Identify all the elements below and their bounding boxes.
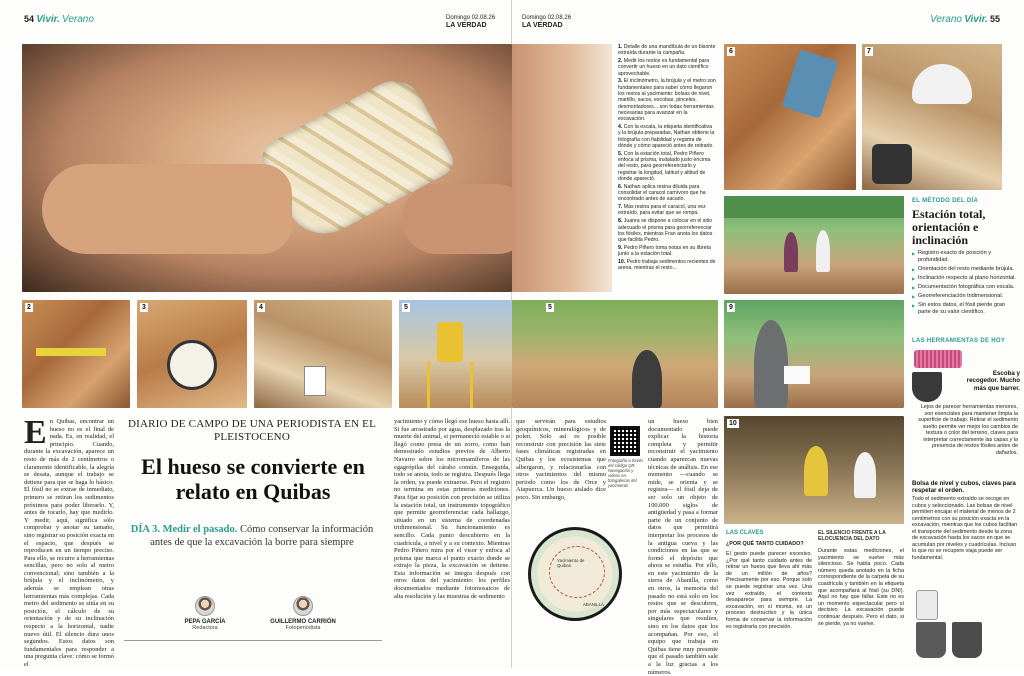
article-column-4	[648, 418, 718, 676]
total-station	[437, 322, 463, 362]
notebook	[784, 366, 810, 384]
column-2-text: yacimiento y cómo llegó ese hueso hasta allí. Si fue arrastrado por agua, desplazado tras la muerte del animal, si permaneció estable o si llegó como presa de un zorro, como han demostrado estudios previos de Alberto Navarro sobre los micromamíferos de las egagrópilas del cárabo común. Enseguida, todo se anota, todo se registra. Después llega la orden, ya puede extraerse. Pero el registro no termina en estas primeras mediciones. Para fijar su posición con precisión se utiliza la estación total, un instrumento topográfico que permite georreferenciar cada hallazgo, situado en un sistema de coordenadas tridimensional. Su funcionamiento es sencillo. Cada punto descubierto en la cuadrícula, a nivel y a su contexto. Mientras Pedro Piñero mira por el visor y enfoca al prisma que marca el punto exacto donde se extrajo la pieza, la excavación se detiene. Esta información se integra después con otros datos del yacimiento: los perfiles documentados mediante fotomosaicos de alta resolución y las muestras de sedimento	[394, 418, 510, 600]
column-3-text: que servirán para estudios geoquímicos, mineralógicos y de polen. Solo así es posible reconstruir con precisión las siete fases climáticas registradas en Quibas y los ecosistemas que albergaron, y relacionarlas con otros yacimientos del mismo periodo como los de Orce y Atapuerca. Un hueso aislado dice poco. Sin embargo,	[516, 418, 606, 501]
shade-canopy	[724, 196, 904, 218]
metodo-list	[912, 250, 1018, 318]
left-dateline	[446, 14, 495, 30]
caption: 4. Con la escala, la etiqueta identificativa y la brújula preparadas, Nathan obtiene la fotografía con fiabilidad y registra de dónde y cómo apareció antes de retirarlo.	[618, 124, 715, 149]
section-name: Vivir.	[36, 14, 60, 25]
byline-reporter	[170, 596, 240, 631]
qr-code[interactable]	[610, 426, 640, 456]
tripod	[427, 362, 473, 408]
photo-number: 6	[729, 48, 733, 55]
column-1-text: n Quibas, encontrar un hueso no es el final de nada. Es, en realidad, el principio. Cuando, durante la excavación, aparece un resto de más de 2 centímetros o claramente identificable, la alegría se desata, aunque el trabajo se detiene para que se haga lo básico. El fósil no se extrae de inmediato, primero se retiran los sedimentos próximos para poder liberarlo. Y, antes de tocarlo, hay que medirlo. Y medir, aquí, significa sólo comprobar y anotar su tamaño, sino registrar su posición exacta en el espacio, que después se reproducen en un tiempo preciso. Para ello, se recurre a herramientas sencillas, pero no solo al metro convencional; sino también a la brújula y el inclinómetro, y además se emplean otras herramientas más complejas. Cada metro del sedimento se sitúa en su posición, el cálculo de su orientación y de su inclinación respecto a la horizontal, nadie nuevo útil. El silencio dura unos segundos. Estos datos son fundamentales para responder a una pregunta clave: cómo se formó el	[24, 418, 114, 668]
tool-1-title: Escoba y recogedor. Mucho más que barrer.	[966, 370, 1020, 392]
right-header	[930, 14, 1000, 25]
list-item: ▶ Registro exacto de posición y profundidad.	[912, 250, 1018, 264]
bucket-icon	[916, 622, 946, 658]
compass-icon	[167, 340, 217, 390]
photo-2	[22, 300, 130, 408]
photo-hand-continued	[512, 44, 612, 292]
paper-name: LA VERDAD	[522, 22, 563, 29]
list-item: ▶ Orientación del resto mediante brújula.	[912, 266, 1018, 273]
silencio-heading: EL SILENCIO FRENTE A LA ELOCUENCIA DEL DATO	[818, 530, 886, 542]
surveyor	[632, 350, 662, 408]
section-name: Vivir.	[964, 14, 988, 25]
broom-icon	[914, 350, 962, 368]
caption: 3. El inclinómetro, la brújula y el metro son fundamentales para saber cómo llegaron los restos al yacimiento: bolsas de nivel, martillo, sacos, escobas, pinceles, desmontadores... son todas herramientas necesarias para avanzar en la excavación.	[618, 78, 716, 123]
divider	[124, 640, 382, 641]
tape-measure	[36, 348, 106, 356]
list-item: ▶ Georreferenciación tridimensional.	[912, 293, 1018, 300]
left-page	[0, 0, 512, 668]
caption: 1. Detalle de una mandíbula de un bisonte extraída durante la campaña.	[618, 44, 716, 57]
cap-white	[912, 64, 972, 104]
tool-2-text: Todo el sedimento extraído se recoge en cubos y seleccionado. Las bolsas de nivel permiten encajar el material de menos de 2 centímetros con su posición exacta en la excavación, mientras que los cubos facilitan el transporte del sedimento desde la zona de excavación hasta los sacos en que se acumulan por niveles y cuadrículas. Incluso lo que no se recupere viaja puede ser fundamental.	[912, 496, 1018, 561]
map-label-town: ABANILLA	[583, 602, 604, 607]
bag-icon	[916, 590, 938, 620]
worker	[804, 446, 828, 496]
photo-5-site	[512, 300, 718, 408]
article-column-3	[516, 418, 606, 523]
photo-number: 10	[729, 420, 737, 427]
dustpan-icon	[912, 372, 942, 402]
caption: 9. Pedro Piñero toma notas en su libreta junto a la estación total.	[618, 244, 711, 258]
left-header	[24, 14, 94, 25]
column-4-text: un hueso bien documentado puede explicar la historia completa y permitir reconstruir el yacimiento cuando aparezcan nuevas técnicas de análisis. En ese momento —cuando se mide, se orienta y se registra— el fósil deja de ser solo un objeto de 100.000 siglos de antigüedad y pasa a formar parte de un conjunto de datos que permitirá interpretar los procesos de la antigua cueva y las condiciones en las que se formó el depósito que ahora se estudia. Por ello, en este yacimiento de la sierra de Abanilla, como en otros, la memoria del pasado no está solo en los restos que se descubren, por más espectaculares y singulares que resulten, sino en los datos que los acompañan. Por eso, el equipo que trabaja en Quibas tiene muy presente que el pasado también sale a la luz gracias a los números.	[648, 418, 718, 676]
caption: 6. Nathan aplica resina diluida para consolidar el caracol carnívoro que ha encontrado antes de sacarlo.	[618, 183, 706, 203]
silencio-text: Durante estas mediciones, el yacimiento se vuelve más silencioso. Se habla poco. Cada número queda anotado en la ficha correspondiente de la carpeta de su cuadrícula y también en la etiqueta que acompañará al fósil (su DNI). Aquí no hay que fallar. Este no es un momento espectacular pero sí decisivo. La excavación puede continuar después. Pero el dato, si se pierde, ya no vuelve.	[818, 548, 905, 627]
standfirst	[128, 523, 376, 549]
photo-bone-in-hands	[22, 44, 512, 292]
caption: 2. Medir los restos es fundamental para convertir un hueso en un dato científico aprovechable.	[618, 58, 710, 77]
date-line: Domingo 02.08.26	[522, 15, 572, 21]
list-item: ▶ Sin estos datos, el fósil pierde gran parte de su valor científico.	[912, 302, 1018, 316]
location-map	[528, 527, 622, 621]
photo-captions	[618, 44, 716, 294]
worker	[784, 232, 798, 272]
photo-10	[724, 416, 904, 524]
kicker: DIARIO DE CAMPO DE UNA PERIODISTA EN EL PLEISTOCENO	[128, 418, 377, 443]
byline-name: PEPA GARCÍA	[184, 619, 226, 625]
map-label-site: Yacimiento de Quibas	[557, 558, 585, 568]
avatar	[195, 596, 215, 616]
label-card	[304, 366, 326, 396]
date-line: Domingo 02.08.26	[446, 15, 496, 21]
byline-name: GUILLERMO CARRIÓN	[270, 619, 336, 625]
byline-photographer	[258, 596, 348, 631]
article-column-1	[24, 414, 114, 668]
photo-number: 5	[404, 304, 408, 311]
photo-number: 3	[142, 304, 146, 311]
standfirst-text: Cómo conservar la información antes de que la excavación la borre para siempre	[150, 524, 374, 548]
caption: 7. Más resina para el caracol, una vez extraído, para evitar que se rompa.	[618, 204, 706, 217]
resin-bottle	[782, 49, 839, 118]
photo-8	[724, 196, 904, 294]
caption: 5. Con la estación total, Pedro Piñero enfoca al prisma, instalado justo encima del resto, para georreferenciarlo y registrar la longitud, latitud y altitud de donde apareció.	[618, 150, 711, 182]
byline-role: Redactora	[192, 625, 218, 631]
worker	[854, 452, 876, 498]
page-number: 55	[989, 14, 1000, 24]
hand-shape	[42, 164, 292, 254]
subsection-name: Verano	[930, 14, 962, 25]
list-item: ▶ Documentación fotográfica con escala.	[912, 284, 1018, 291]
subsection-name: Verano	[62, 14, 94, 25]
caption: 10. Pedro trabaja sedimentos recientes de arena, mientras el resto...	[618, 259, 716, 272]
photo-number: 4	[259, 304, 263, 311]
photo-9	[724, 300, 904, 408]
page-number: 54	[24, 14, 35, 24]
herramientas-label: LAS HERRAMIENTAS DE HOY	[912, 338, 1006, 344]
caption: 8. Juanra se dispone a colocar en el sitio adecuado el prisma para georreferenciar los fósiles, mientras Fran anota los datos que facilita Pedro.	[618, 218, 713, 244]
worker	[816, 230, 830, 272]
photo-4	[254, 300, 392, 408]
claves-text: El gesto puede parecer excesivo. ¿Por qué tanto cuidado antes de retirar un hueso que lleva ahí más de un millón de años? Precisamente por eso. Porque solo se puede registrar una vez. Una vez extraído, el contexto desaparece para siempre. La excavación, en sí misma, es un proceso destructivo y la única forma de conservar la información es registrarla con precisión.	[726, 551, 812, 630]
bucket-black	[872, 144, 912, 184]
bucket-icon	[952, 622, 982, 658]
article-column-2	[394, 418, 510, 664]
right-page	[512, 0, 1024, 676]
photo-number: 7	[867, 48, 871, 55]
headline: El hueso se convierte en relato en Quibas	[141, 454, 365, 504]
right-dateline	[522, 14, 571, 30]
avatar	[293, 596, 313, 616]
claves-heading: LAS CLAVES	[726, 530, 764, 536]
photo-5	[399, 300, 512, 408]
byline-role: Fotoperiodista	[285, 625, 321, 631]
note-taker	[754, 320, 788, 408]
metodo-label: EL MÉTODO DEL DÍA	[912, 198, 979, 204]
tool-1-text: Lejos de parecer herramientas menores, son esenciales para mantener limpia la superficie de trabajo. Retirar el sedimento suelto permite ver mejor los cambios de textura o color del terreno, claves para interpretar correctamente las capas y la presencia de restos fósiles antes de dañarlos.	[918, 404, 1018, 456]
metodo-title: Estación total, orientación e inclinación	[912, 207, 986, 247]
qr-caption: Fotografía a través del código QR. Navegación y videos en fotogalerías del yacimiento	[608, 458, 644, 488]
standfirst-day: DÍA 3. Medir el pasado.	[130, 524, 238, 535]
photo-number: 5	[548, 304, 552, 311]
claves-question: ¿POR QUÉ TANTO CUIDADO?	[726, 541, 804, 547]
photo-number: 9	[729, 304, 733, 311]
photo-7	[862, 44, 1002, 190]
photo-6	[724, 44, 856, 190]
paper-name: LA VERDAD	[446, 22, 487, 29]
photo-3	[137, 300, 247, 408]
photo-number: 2	[27, 304, 31, 311]
tool-2-title: Bolsa de nivel y cubos, claves para respetar el orden.	[912, 480, 1016, 495]
map-route	[549, 546, 605, 598]
list-item: ▶ Inclinación respecto al plano horizontal.	[912, 275, 1018, 282]
drop-cap: E	[24, 414, 47, 451]
